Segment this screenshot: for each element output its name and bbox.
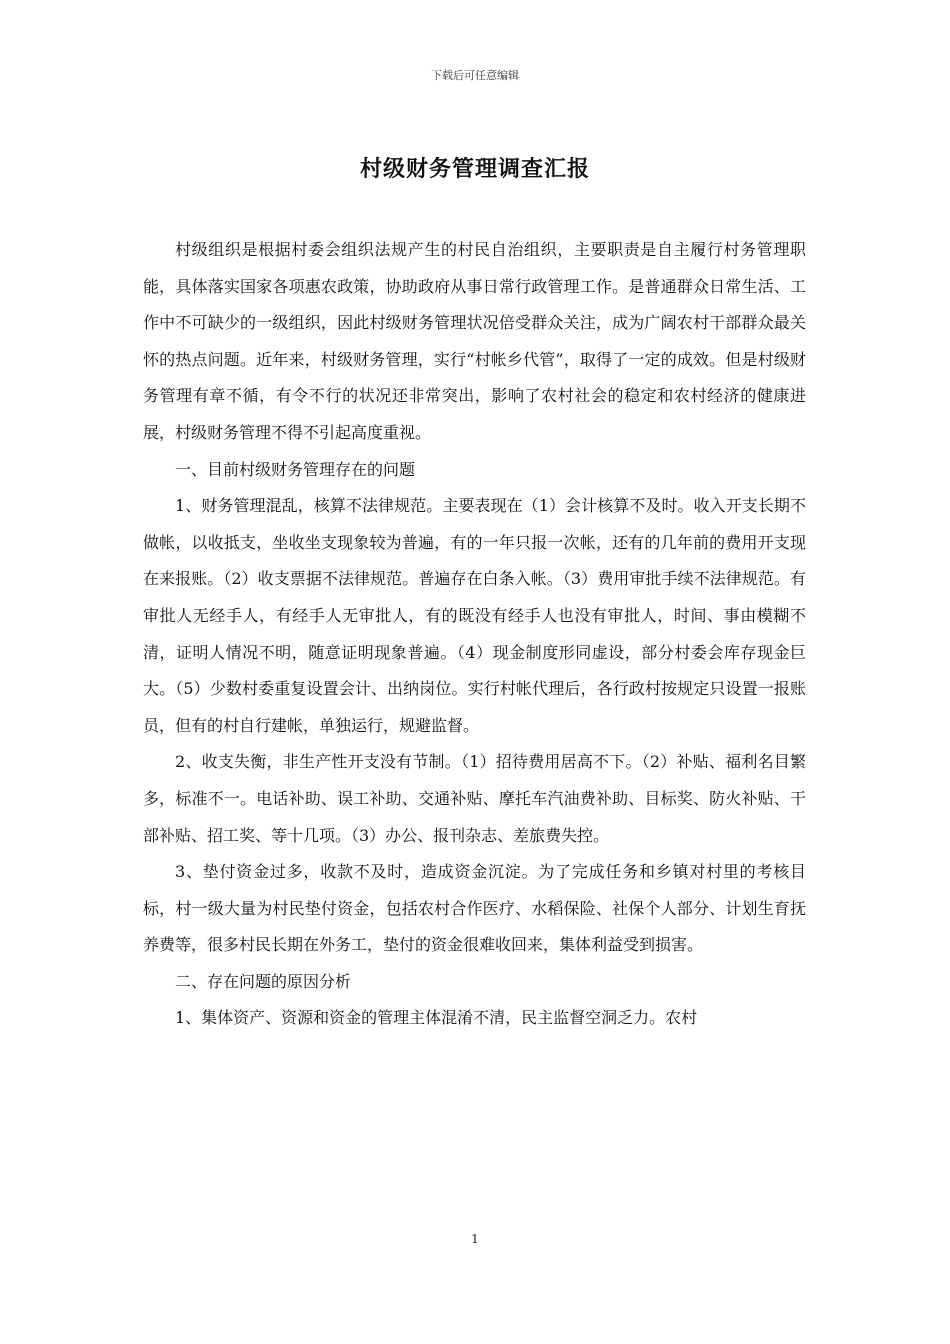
- paragraph-problem-3: 3、垫付资金过多，收款不及时，造成资金沉淀。为了完成任务和乡镇对村里的考核目标，村一级大量为村民垫付资金，包括农村合作医疗、水稻保险、社保个人部分、计划生育抚养费等，很多村民长期在外务工，垫付的资金很难收回来，集体利益受到损害。: [143, 862, 806, 955]
- paragraph-intro: 村级组织是根据村委会组织法规产生的村民自治组织，主要职责是自主履行村务管理职能，具体落实国家各项惠农政策，协助政府从事日常行政管理工作。是普通群众日常生活、工作中不可缺少的一级组织，因此村级财务管理状况倍受群众关注，成为广阔农村干部群众最关怀的热点问题。近年来，村级财务管理，实行“村帐乡代管”，取得了一定的成效。但是村级财务管理有章不循，有令不行的状况还非常突出，影响了农村社会的稳定和农村经济的健康进展，村级财务管理不得不引起高度重视。: [143, 240, 806, 442]
- section-heading-problems: 一、目前村级财务管理存在的问题: [175, 459, 416, 479]
- section-heading-causes: 二、存在问题的原因分析: [175, 971, 352, 991]
- document-title: 村级财务管理调查汇报: [359, 157, 590, 182]
- paragraph-problem-2: 2、收支失衡，非生产性开支没有节制。（1）招待费用居高不下。（2）补贴、福利名目繁多，标准不一。电话补助、误工补助、交通补贴、摩托车汽油费补助、目标奖、防火补贴、干部补贴、招工奖、等十几项。（3）办公、报刊杂志、差旅费失控。: [143, 752, 806, 845]
- paragraph-problem-1: 1、财务管理混乱，核算不法律规范。主要表现在（1）会计核算不及时。收入开支长期不做帐，以收抵支，坐收坐支现象较为普遍，有的一年只报一次帐，还有的几年前的费用开支现在来报账。（2）收支票据不法律规范。普遍存在白条入帐。（3）费用审批手续不法律规范。有审批人无经手人，有经手人无审批人，有的既没有经手人也没有审批人，时间、事由模糊不清，证明人情况不明，随意证明现象普遍。（4）现金制度形同虚设，部分村委会库存现金巨大。（5）少数村委重复设置会计、出纳岗位。实行村帐代理后，各行政村按规定只设置一报账员，但有的村自行建帐，单独运行，规避监督。: [143, 496, 806, 735]
- page-number: 1: [471, 1232, 479, 1246]
- header-note: 下载后可任意编辑: [431, 69, 519, 82]
- document-body: [143, 232, 806, 1037]
- paragraph-cause-1: 1、集体资产、资源和资金的管理主体混淆不清，民主监督空洞乏力。农村: [175, 1008, 698, 1028]
